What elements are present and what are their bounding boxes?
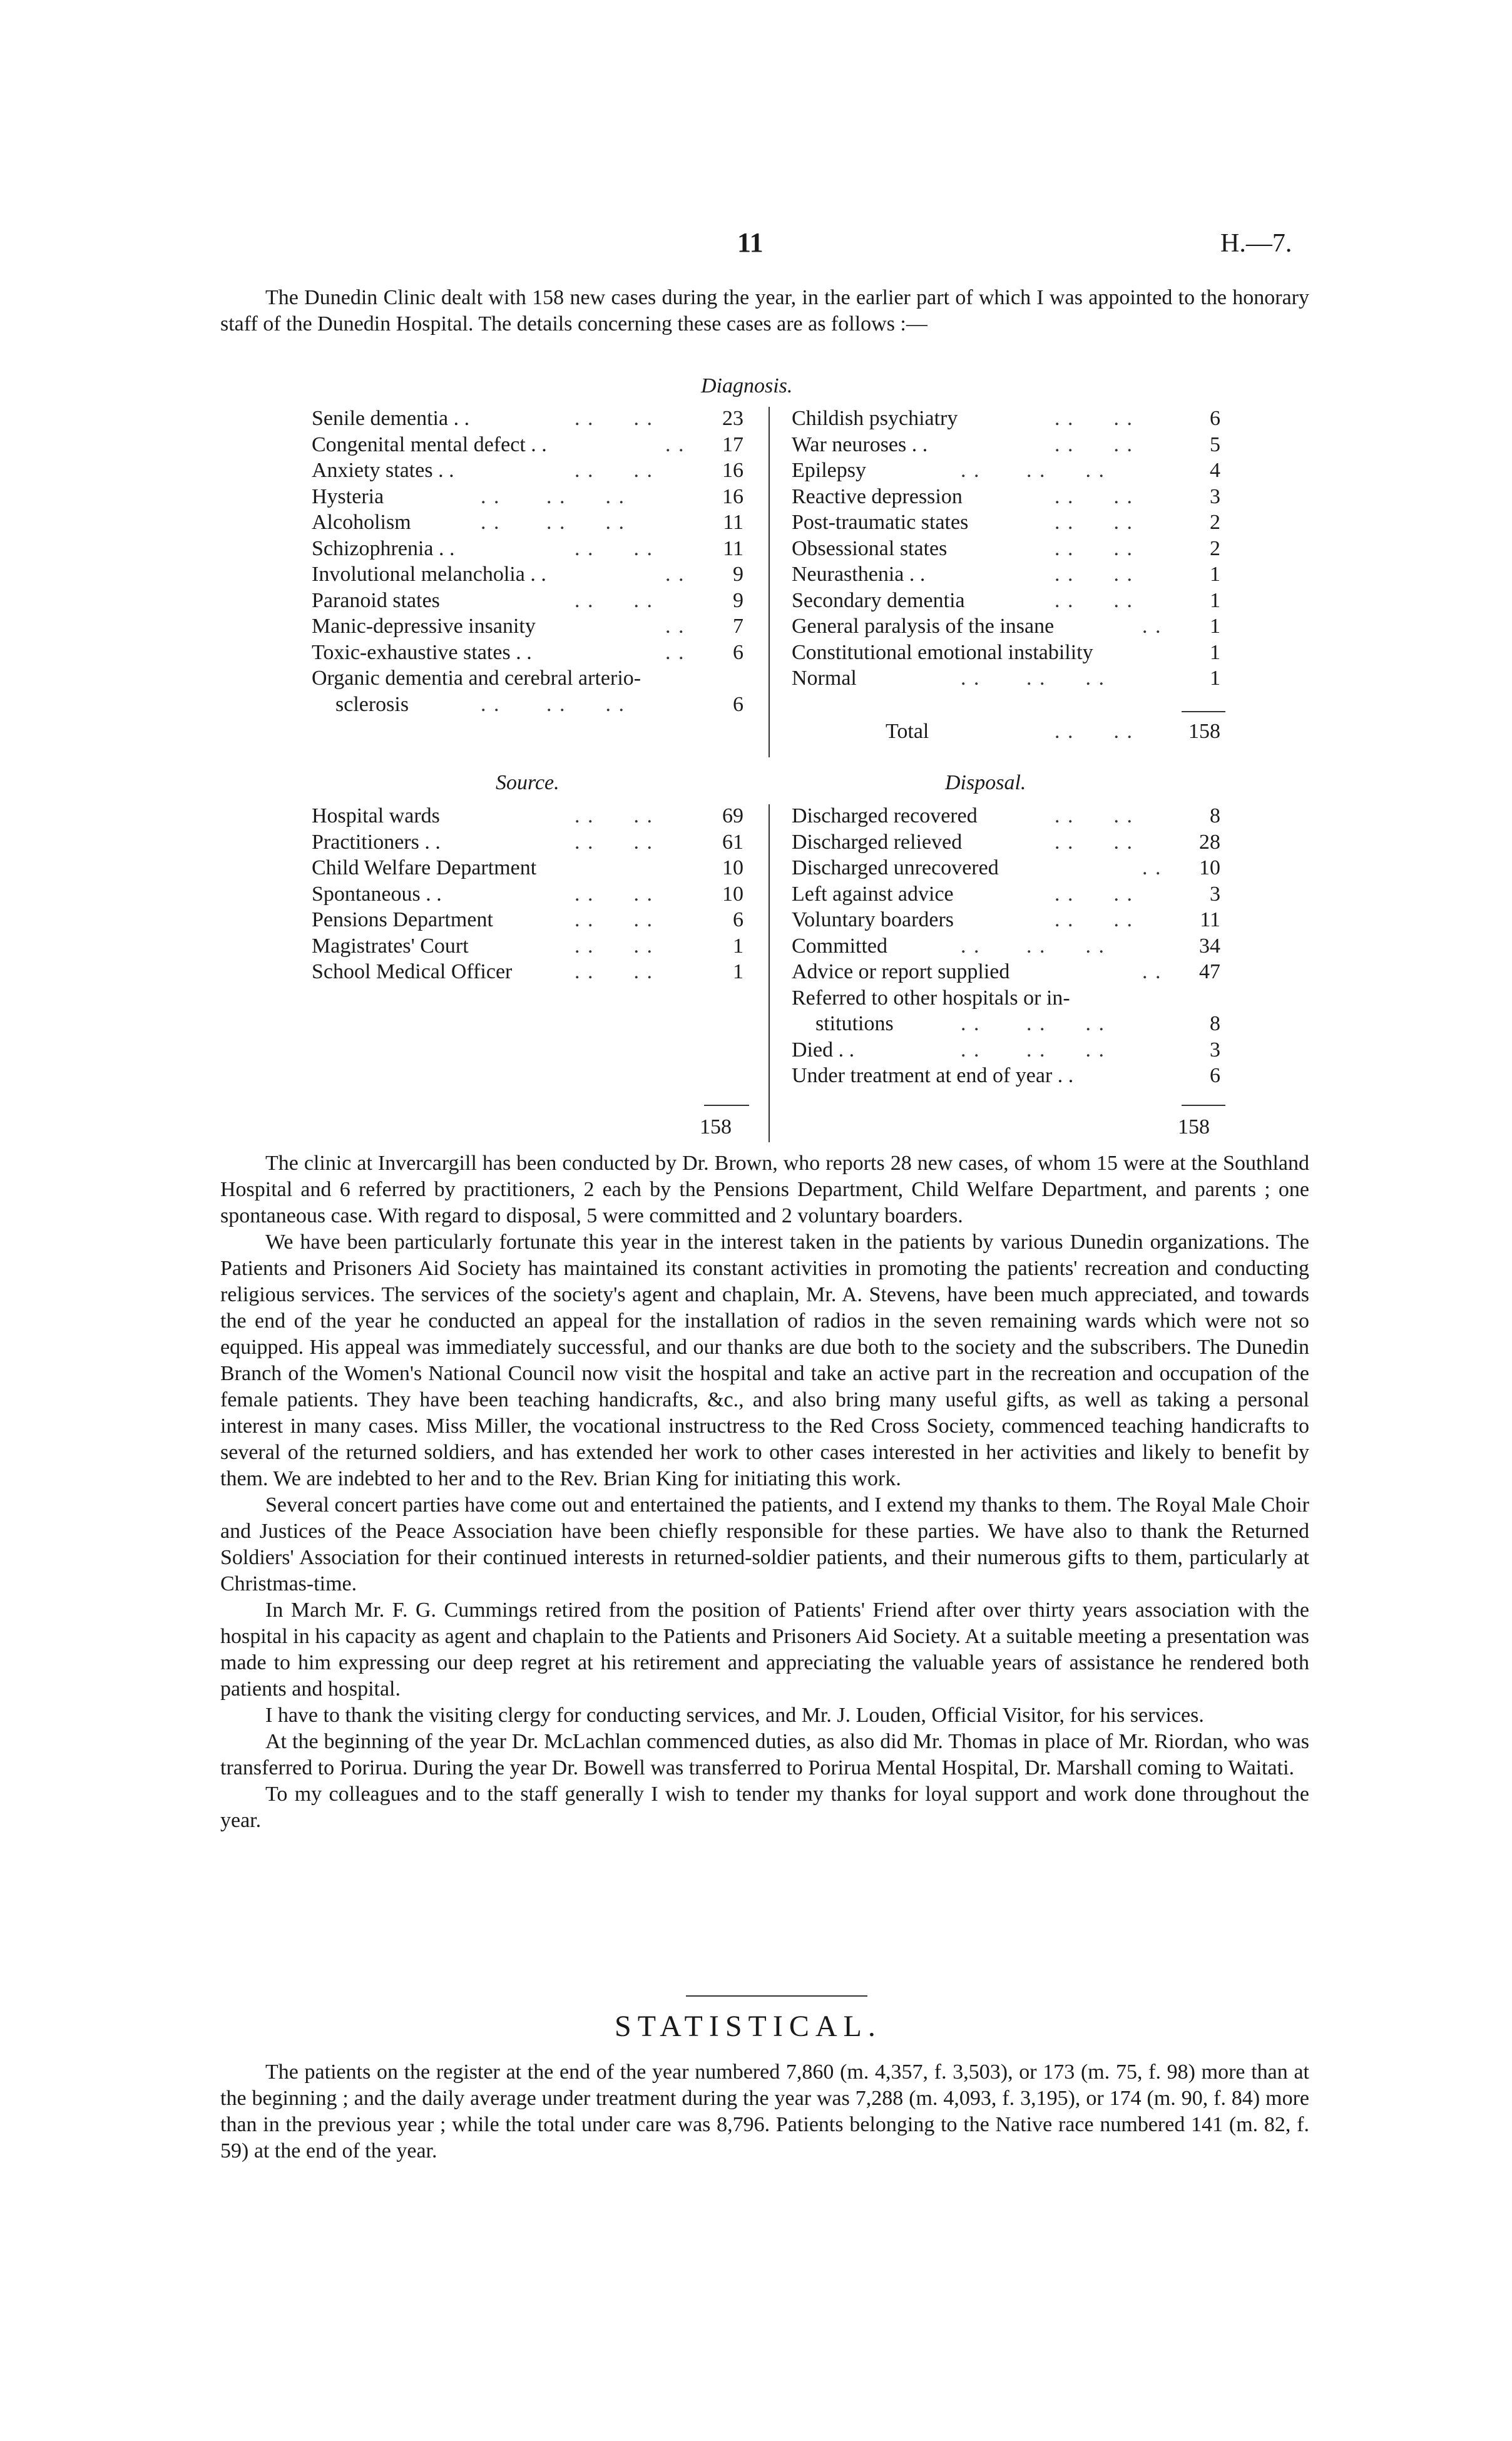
table-row bbox=[792, 640, 1223, 666]
disposal-label: Discharged unrecovered bbox=[792, 856, 999, 879]
intro-paragraph bbox=[220, 285, 1309, 337]
source-label: Practitioners . . bbox=[312, 830, 441, 854]
disposal-label: stitutions bbox=[815, 1012, 894, 1035]
diagnosis-value: 9 bbox=[733, 588, 743, 612]
diagnosis-divider bbox=[769, 407, 770, 757]
table-row: Toxic-exhaustive states . . . . 6 bbox=[312, 640, 750, 666]
table-row: Normal . . . . . . 1 bbox=[792, 665, 1223, 692]
table-row: Manic-depressive insanity . . 7 bbox=[312, 613, 750, 640]
source-label: Hospital wards bbox=[312, 804, 440, 827]
statistical-title: STATISTICAL. bbox=[615, 2010, 882, 2043]
source-heading: Source. bbox=[496, 771, 559, 794]
paragraph: At the beginning of the year Dr. McLachlan commenced duties, as also did Mr. Thomas in place of Mr. Riordan, who was transferred to Porirua. During the year Dr. Bowell was transferred to Porirua Mental Hospital, Dr. Marshall coming to Waitati. bbox=[220, 1730, 1309, 1779]
table-row: Reactive depression . . . . 3 bbox=[792, 484, 1223, 510]
intro-text: The Dunedin Clinic dealt with 158 new cases during the year, in the earlier part of which I was appointed to the honorary staff of the Dunedin Hospital. The details concerning these cases are as follows :— bbox=[220, 286, 1309, 335]
table-row: Discharged recovered . . . . 8 bbox=[792, 803, 1223, 829]
diagnosis-value: 1 bbox=[1210, 667, 1220, 690]
source-value: 10 bbox=[722, 856, 743, 879]
paragraph: To my colleagues and to the staff generally I wish to tender my thanks for loyal support and work done throughout the year. bbox=[220, 1783, 1309, 1832]
diagnosis-value: 6 bbox=[733, 692, 743, 716]
diagnosis-value: 11 bbox=[723, 511, 743, 534]
table-row bbox=[312, 665, 750, 692]
disposal-value: 10 bbox=[1199, 856, 1220, 879]
diagnosis-label: Secondary dementia bbox=[792, 588, 965, 612]
source-value: 61 bbox=[722, 830, 743, 854]
paragraph: I have to thank the visiting clergy for conducting services, and Mr. J. Louden, Official Visitor, for his services. bbox=[265, 1704, 1204, 1727]
table-row: Involutional melancholia . . . . 9 bbox=[312, 561, 750, 588]
statistical-text: The patients on the register at the end of the year numbered 7,860 (m. 4,357, f. 3,503), or 173 (m. 75, f. 98) more than at the beginning ; and the daily average under treatment during the year was 7,288 (m. 4,093, f. 3,195), or 174 (m. 90, f. 84) more than in the previous year ; while the total under care was 8,796. Patients belonging to the Native race numbered 141 (m. 82, f. 59) at the end of the year. bbox=[220, 2060, 1309, 2162]
disposal-value: 34 bbox=[1199, 934, 1220, 958]
table-row: War neuroses . . . . . . 5 bbox=[792, 432, 1223, 458]
diagnosis-label: Epilepsy bbox=[792, 459, 866, 482]
diagnosis-right-column bbox=[792, 406, 1223, 692]
diagnosis-label: Constitutional emotional instability bbox=[792, 640, 1093, 664]
statistical-section bbox=[220, 2059, 1309, 2164]
source-label: Child Welfare Department bbox=[312, 856, 537, 879]
diagnosis-value: 23 bbox=[722, 407, 743, 430]
diagnosis-label: sclerosis bbox=[335, 692, 409, 716]
disposal-label: Referred to other hospitals or in- bbox=[792, 986, 1070, 1010]
diagnosis-value: 17 bbox=[722, 432, 743, 456]
report-code: H.—7. bbox=[1220, 229, 1292, 258]
diagnosis-value: 16 bbox=[722, 459, 743, 482]
disposal-value: 8 bbox=[1210, 804, 1220, 827]
diagnosis-value: 3 bbox=[1210, 484, 1220, 508]
paragraph: We have been particularly fortunate this year in the interest taken in the patients by various Dunedin organizations. The Patients and Prisoners Aid Society has maintained its constant activities in promoting the patients' recreation and conducting religious services. The services of the society's agent and chaplain, Mr. A. Stevens, have been much appreciated, and towards the end of the year he conducted an appeal for the installation of radios in the seven remaining wards which were not so equipped. His appeal was immediately successful, and our thanks are due both to the society and the subscribers. The Dunedin Branch of the Women's National Council now visit the hospital and take an active part in the recreation and occupation of the female patients. They have been teaching handicrafts, &c., and also bring many useful gifts, as well as taking a personal interest in many cases. Miss Miller, the vocational instructress to the Red Cross Society, commenced teaching handicrafts to several of the returned soldiers, and has extended her work to other cases interested in her activities and likely to benefit by them. We are indebted to her and to the Rev. Brian King for initiating this work. bbox=[220, 1231, 1309, 1490]
diagnosis-label: Congenital mental defect . . bbox=[312, 432, 547, 456]
disposal-value: 47 bbox=[1199, 960, 1220, 983]
disposal-label: Discharged relieved bbox=[792, 830, 963, 854]
table-row: Advice or report supplied . . 47 bbox=[792, 959, 1223, 985]
source-total-value: 158 bbox=[700, 1115, 732, 1139]
table-row: Spontaneous . . . . . . 10 bbox=[312, 881, 750, 908]
table-row: sclerosis . . . . . . 6 bbox=[312, 692, 750, 718]
diagnosis-label: Organic dementia and cerebral arterio- bbox=[312, 667, 641, 690]
disposal-value: 28 bbox=[1199, 830, 1220, 854]
diagnosis-total-value: 158 bbox=[1188, 720, 1220, 743]
diagnosis-value: 6 bbox=[733, 640, 743, 664]
diagnosis-value: 9 bbox=[733, 563, 743, 586]
paragraph: The clinic at Invercargill has been conducted by Dr. Brown, who reports 28 new cases, of whom 15 were at the Southland Hospital and 6 referred by practitioners, 2 each by the Pensions Department, Child Welfare Department, and parents ; one spontaneous case. With regard to disposal, 5 were committed and 2 voluntary boarders. bbox=[220, 1152, 1309, 1227]
table-row: Practitioners . . . . . . 61 bbox=[312, 829, 750, 856]
source-value: 1 bbox=[733, 960, 743, 983]
table-row bbox=[312, 855, 750, 881]
table-row: Hysteria . . . . . . 16 bbox=[312, 484, 750, 510]
disposal-value: 3 bbox=[1210, 1038, 1220, 1062]
source-value: 69 bbox=[722, 804, 743, 827]
source-label: Magistrates' Court bbox=[312, 934, 469, 958]
source-value: 1 bbox=[733, 934, 743, 958]
disposal-value: 6 bbox=[1210, 1064, 1220, 1087]
table-row: Voluntary boarders . . . . 11 bbox=[792, 907, 1223, 933]
diagnosis-value: 5 bbox=[1210, 432, 1220, 456]
diagnosis-value: 1 bbox=[1210, 615, 1220, 638]
diagnosis-label: General paralysis of the insane bbox=[792, 615, 1055, 638]
paragraph: Several concert parties have come out and entertained the patients, and I extend my thanks to them. The Royal Male Choir and Justices of the Peace Association have been chiefly responsible for these parties. We have also to thank the Returned Soldiers' Association for their continued interests in returned-soldier patients, and their numerous gifts to them, particularly at Christmas-time. bbox=[220, 1493, 1309, 1595]
disposal-label: Discharged recovered bbox=[792, 804, 978, 827]
section-divider bbox=[686, 1995, 867, 1997]
table-row: Neurasthenia . . . . . . 1 bbox=[792, 561, 1223, 588]
diagnosis-value: 1 bbox=[1210, 563, 1220, 586]
disposal-label: Advice or report supplied bbox=[792, 960, 1010, 983]
diagnosis-label: Schizophrenia . . bbox=[312, 536, 455, 560]
disposal-value: 11 bbox=[1200, 908, 1220, 931]
diagnosis-label: Anxiety states . . bbox=[312, 459, 454, 482]
disposal-value: 3 bbox=[1210, 882, 1220, 906]
diagnosis-total-label: Total bbox=[886, 720, 929, 743]
diagnosis-label: Normal bbox=[792, 667, 857, 690]
table-row: Schizophrenia . . . . . . 11 bbox=[312, 536, 750, 562]
disposal-heading: Disposal. bbox=[945, 771, 1026, 794]
diagnosis-label: Alcoholism bbox=[312, 511, 411, 534]
diagnosis-total-rule bbox=[1182, 711, 1225, 712]
table-row: Anxiety states . . . . . . 16 bbox=[312, 458, 750, 484]
table-row: Pensions Department . . . . 6 bbox=[312, 907, 750, 933]
disposal-label: Under treatment at end of year . . bbox=[792, 1064, 1074, 1087]
page-number: 11 bbox=[737, 227, 764, 258]
source-label: Pensions Department bbox=[312, 908, 493, 931]
table-row bbox=[792, 985, 1223, 1011]
table-row: Alcoholism . . . . . . 11 bbox=[312, 509, 750, 536]
diagnosis-label: Toxic-exhaustive states . . bbox=[312, 640, 532, 664]
disposal-label: Died . . bbox=[792, 1038, 855, 1062]
source-label: Spontaneous . . bbox=[312, 882, 442, 906]
diagnosis-heading: Diagnosis. bbox=[701, 374, 793, 397]
table-row: Committed . . . . . . 34 bbox=[792, 933, 1223, 960]
table-row: Died . . . . . . . . 3 bbox=[792, 1037, 1223, 1063]
diagnosis-label: Involutional melancholia . . bbox=[312, 563, 546, 586]
table-row: stitutions . . . . . . 8 bbox=[792, 1011, 1223, 1037]
table-row: General paralysis of the insane . . 1 bbox=[792, 613, 1223, 640]
table-row: Discharged relieved . . . . 28 bbox=[792, 829, 1223, 856]
diagnosis-label: Manic-depressive insanity bbox=[312, 615, 536, 638]
disposal-label: Committed bbox=[792, 934, 887, 958]
table-row: Discharged unrecovered . . 10 bbox=[792, 855, 1223, 881]
diagnosis-label: Hysteria bbox=[312, 484, 384, 508]
table-row: Post-traumatic states . . . . 2 bbox=[792, 509, 1223, 536]
diagnosis-value: 2 bbox=[1210, 511, 1220, 534]
table-row: Senile dementia . . . . . . 23 bbox=[312, 406, 750, 432]
diagnosis-value: 4 bbox=[1210, 459, 1220, 482]
body-text bbox=[220, 1150, 1309, 1834]
diagnosis-label: Senile dementia . . bbox=[312, 407, 470, 430]
source-disposal-divider bbox=[769, 804, 770, 1142]
table-row: Hospital wards . . . . 69 bbox=[312, 803, 750, 829]
source-value: 10 bbox=[722, 882, 743, 906]
diagnosis-left-column bbox=[312, 406, 750, 717]
diagnosis-label: Post-traumatic states bbox=[792, 511, 969, 534]
table-row: Magistrates' Court . . . . 1 bbox=[312, 933, 750, 960]
diagnosis-label: Obsessional states bbox=[792, 536, 948, 560]
diagnosis-value: 6 bbox=[1210, 407, 1220, 430]
disposal-column bbox=[792, 803, 1223, 1089]
diagnosis-value: 1 bbox=[1210, 588, 1220, 612]
diagnosis-label: Reactive depression bbox=[792, 484, 963, 508]
diagnosis-value: 16 bbox=[722, 484, 743, 508]
disposal-total-rule bbox=[1182, 1105, 1225, 1106]
diagnosis-value: 2 bbox=[1210, 536, 1220, 560]
diagnosis-label: Neurasthenia . . bbox=[792, 563, 926, 586]
disposal-label: Voluntary boarders bbox=[792, 908, 954, 931]
disposal-label: Left against advice bbox=[792, 882, 954, 906]
table-row: Paranoid states . . . . 9 bbox=[312, 588, 750, 614]
table-row bbox=[792, 1063, 1223, 1089]
diagnosis-value: 1 bbox=[1210, 640, 1220, 664]
diagnosis-label: Childish psychiatry bbox=[792, 407, 958, 430]
table-row: Left against advice . . . . 3 bbox=[792, 881, 1223, 908]
paragraph: In March Mr. F. G. Cummings retired from the position of Patients' Friend after over thirty years association with the hospital in his capacity as agent and chaplain to the Patients and Prisoners Aid Society. At a suitable meeting a presentation was made to him expressing our deep regret at his retirement and appreciating the valuable years of assistance he rendered both patients and hospital. bbox=[220, 1599, 1309, 1701]
disposal-value: 8 bbox=[1210, 1012, 1220, 1035]
source-value: 6 bbox=[733, 908, 743, 931]
diagnosis-label: Paranoid states bbox=[312, 588, 440, 612]
source-label: School Medical Officer bbox=[312, 960, 513, 983]
table-row: Epilepsy . . . . . . 4 bbox=[792, 458, 1223, 484]
diagnosis-label: War neuroses . . bbox=[792, 432, 928, 456]
table-row: School Medical Officer . . . . 1 bbox=[312, 959, 750, 985]
diagnosis-total-row: Total . . . . 158 bbox=[792, 719, 1223, 745]
diagnosis-value: 7 bbox=[733, 615, 743, 638]
source-total-rule bbox=[704, 1105, 749, 1106]
table-row: Secondary dementia . . . . 1 bbox=[792, 588, 1223, 614]
source-column bbox=[312, 803, 750, 985]
table-row: Congenital mental defect . . . . 17 bbox=[312, 432, 750, 458]
table-row: Childish psychiatry . . . . 6 bbox=[792, 406, 1223, 432]
diagnosis-value: 11 bbox=[723, 536, 743, 560]
disposal-total-value: 158 bbox=[1178, 1115, 1210, 1139]
table-row: Obsessional states . . . . 2 bbox=[792, 536, 1223, 562]
